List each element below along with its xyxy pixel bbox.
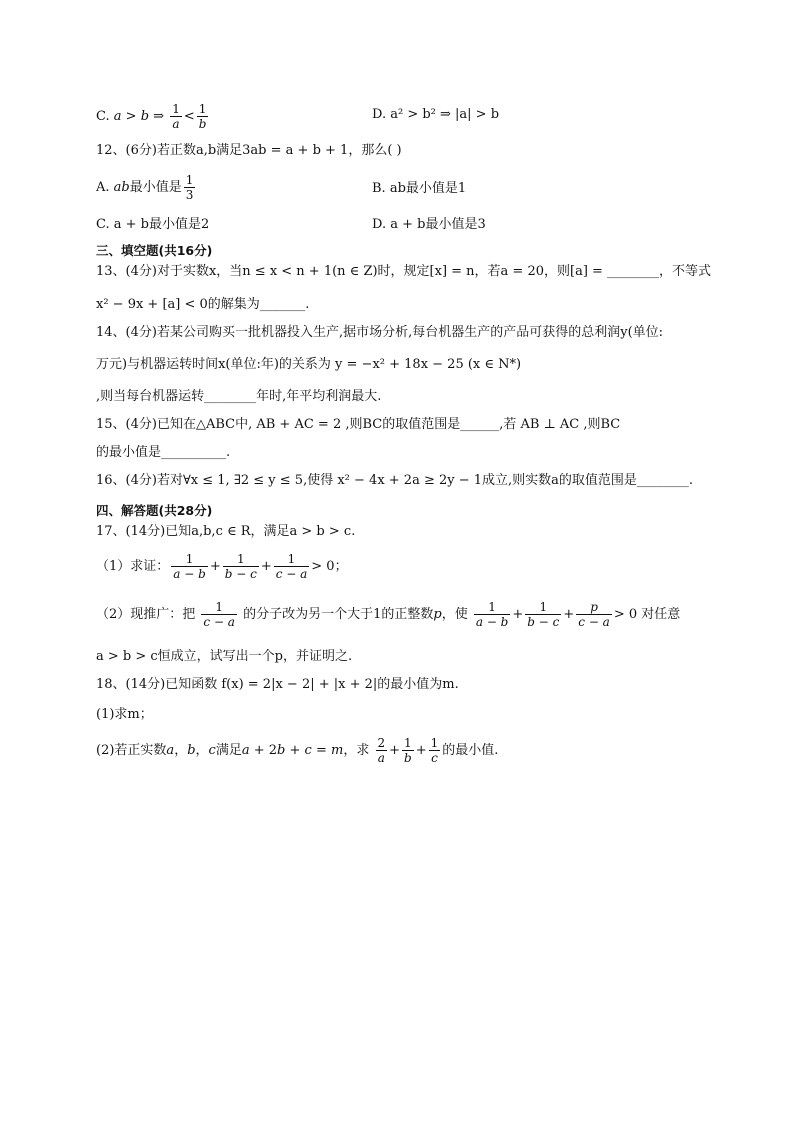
q12-stem: 12、(6分)若正数a,b满足3ab = a + b + 1，那么( ) [96, 143, 402, 158]
q11-option-d: D. a² > b² ⇒ |a| > b [372, 107, 500, 122]
q12-option-b: B. ab最小值是1 [372, 181, 467, 196]
q14-line2: 万元)与机器运转时间x(单位:年)的关系为 y = −x² + 18x − 25 (x ∈ N*) [96, 357, 522, 372]
q12-option-a: A. ab最小值是 $\frac{1}{3}$ [96, 173, 194, 202]
q17-part1: （1）求证： $\frac{1}{a - b}$ + $\frac{1}{b - c}$ + $\frac{1}{c - a}$ > 0； [96, 552, 348, 581]
q15-line1: 15、(4分)已知在△ABC中, AB + AC = 2 ,则BC的取值范围是______,若 AB ⊥ AC ,则BC [96, 417, 621, 432]
q12-option-d: D. a + b最小值是3 [372, 217, 486, 232]
q17-part2-cont: a > b > c恒成立，试写出一个p，并证明之. [96, 649, 353, 664]
q18-part2: (2)若正实数a，b，c满足a + 2b + c = m，求 $\frac{2}{a}$ + $\frac{1}{b}$ + $\frac{1}{c}$ 的最小值. [96, 736, 499, 765]
q12-option-c: C. a + b最小值是2 [96, 217, 210, 232]
q17-part2: （2）现推广：把 $\frac{1}{c - a}$ 的分子改为另一个大于1的正整数p，使 $\frac{1}{a - b}$ + $\frac{1}{b - c}$ + $\frac{p}{c - a}$ > 0 对任意 [96, 600, 681, 629]
q13-line2: x² − 9x + [a] < 0的解集为_______. [96, 297, 310, 312]
q17-stem: 17、(14分)已知a,b,c ∈ R，满足a > b > c. [96, 524, 356, 539]
q11-option-c: C. a > b ⇒ $\frac{1}{a}$ < $\frac{1}{b}$ [96, 102, 207, 131]
q14-line3: ,则当每台机器运转________年时,年平均利润最大. [96, 389, 382, 404]
q14-line1: 14、(4分)若某公司购买一批机器投入生产,据市场分析,每台机器生产的产品可获得的总利润y(单位: [96, 325, 664, 340]
q18-stem: 18、(14分)已知函数 f(x) = 2|x − 2| + |x + 2|的最小值为m. [96, 677, 459, 692]
section-3-heading: 三、填空题(共16分) [96, 243, 213, 258]
q16-line1: 16、(4分)若对∀x ≤ 1, ∃2 ≤ y ≤ 5,使得 x² − 4x + 2a ≥ 2y − 1成立,则实数a的取值范围是________. [96, 473, 694, 488]
section-4-heading: 四、解答题(共28分) [96, 503, 213, 518]
q18-part1: (1)求m； [96, 707, 153, 722]
q13-line1: 13、(4分)对于实数x，当n ≤ x < n + 1(n ∈ Z)时，规定[x] = n，若a = 20，则[a] = ________，不等式 [96, 264, 712, 279]
q15-line2: 的最小值是__________. [96, 445, 231, 460]
